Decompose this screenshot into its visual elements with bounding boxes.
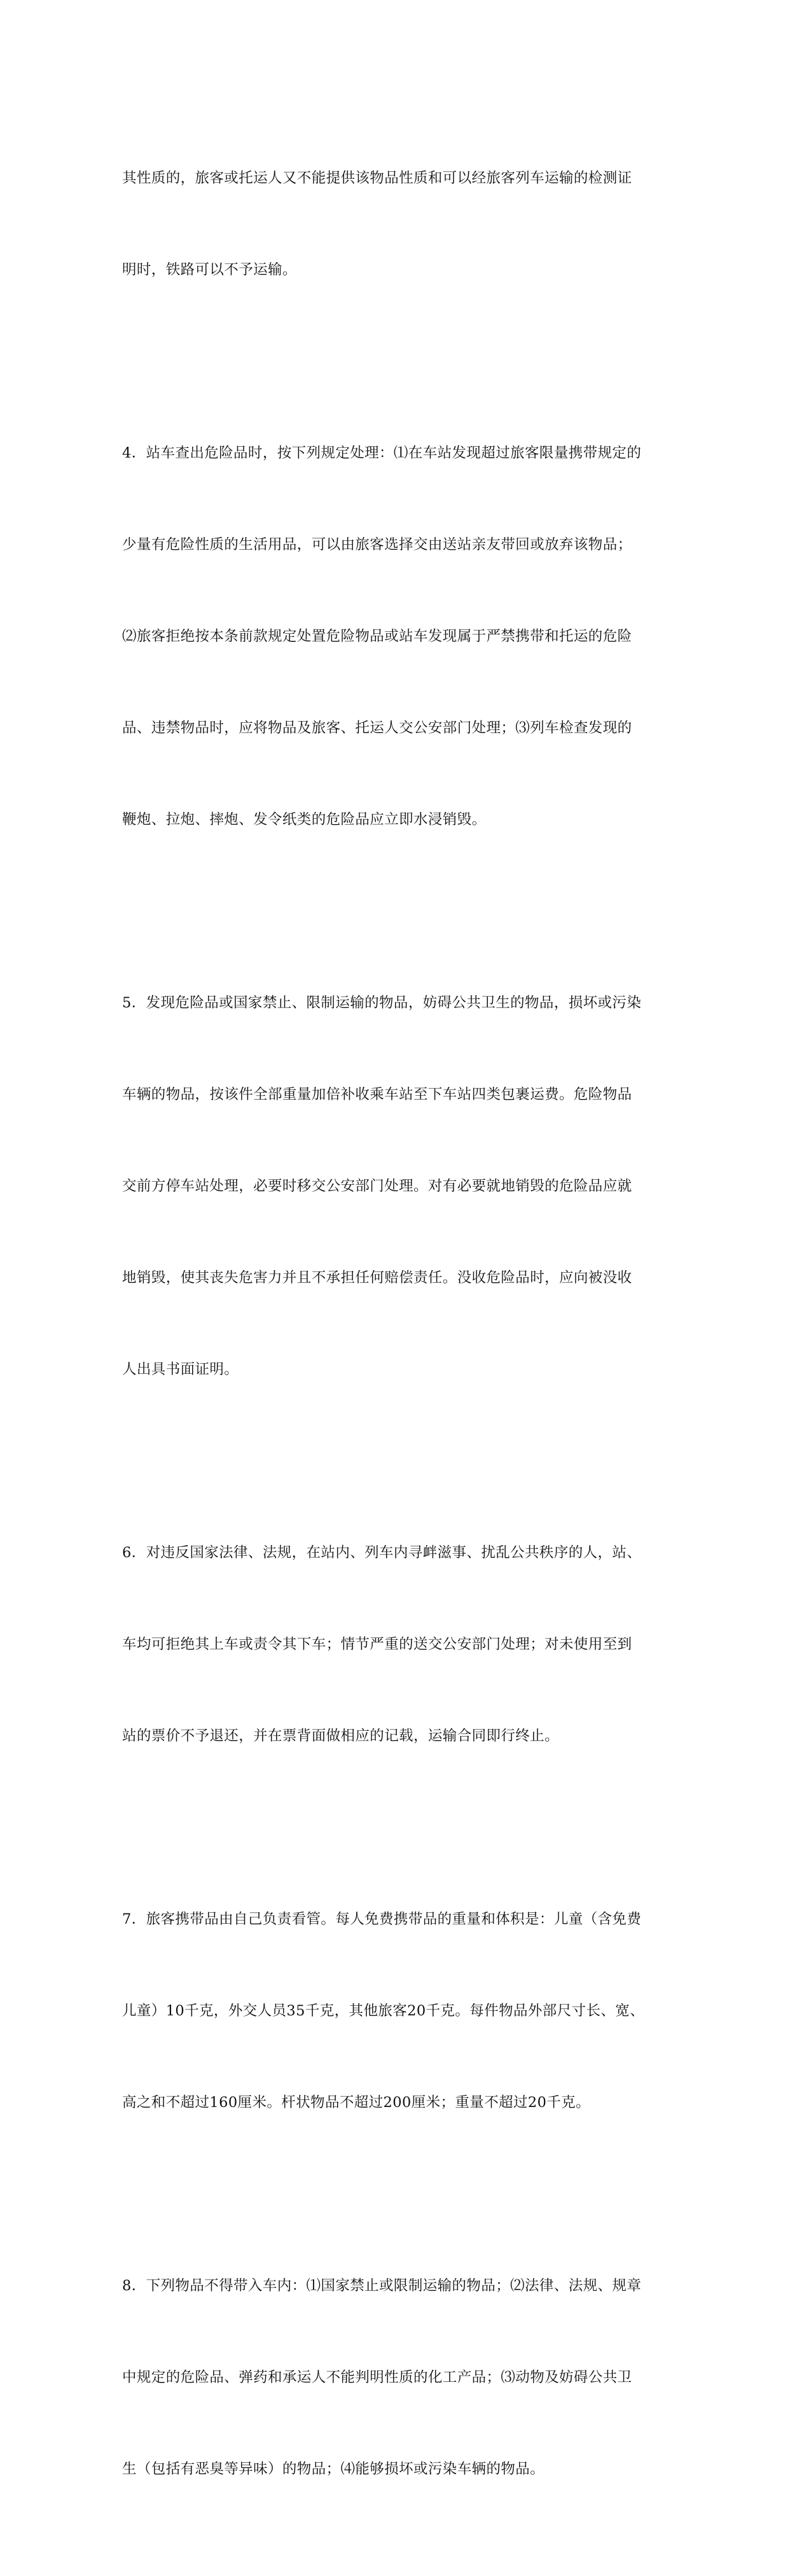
text-line: ⑵旅客拒绝按本条前款规定处置危险物品或站车发现属于严禁携带和托运的危险 [122, 628, 632, 645]
paragraph-item-6 [122, 1476, 695, 1812]
text-line: 车辆的物品，按该件全部重量加倍补收乘车站至下车站四类包裹运费。危险物品 [122, 1086, 632, 1103]
text-line: 少量有危险性质的生活用品，可以由旅客选择交由送站亲友带回或放弃该物品； [122, 536, 632, 553]
text-line: 儿童）10千克，外交人员35千克，其他旅客20千克。每件物品外部尺寸长、宽、 [122, 2003, 645, 2019]
text-line: 车均可拒绝其上车或责令其下车；情节严重的送交公安部门处理；对未使用至到 [122, 1636, 632, 1653]
text-line: 明时，铁路可以不予运输。 [122, 262, 297, 278]
text-line: 4．站车查出危险品时，按下列规定处理：⑴在车站发现超过旅客限量携带规定的 [122, 445, 642, 461]
document-body [122, 102, 695, 2576]
text-line: 站的票价不予退还，并在票背面做相应的记载，运输合同即行终止。 [122, 1728, 560, 1744]
paragraph-item-5 [122, 927, 695, 1446]
text-line: 中规定的危险品、弹药和承运人不能判明性质的化工产品；⑶动物及妨碍公共卫 [122, 2369, 632, 2386]
text-line: 高之和不超过160厘米。杆状物品不超过200厘米；重量不超过20千克。 [122, 2094, 591, 2111]
text-line: 品、违禁物品时，应将物品及旅客、托运人交公安部门处理；⑶列车检查发现的 [122, 720, 632, 736]
text-line: 生（包括有恶臭等异味）的物品；⑷能够损坏或污染车辆的物品。 [122, 2461, 545, 2477]
text-line: 6．对违反国家法律、法规，在站内、列车内寻衅滋事、扰乱公共秩序的人，站、 [122, 1544, 642, 1561]
paragraph-item-8 [122, 2209, 695, 2545]
text-line: 地销毁，使其丧失危害力并且不承担任何赔偿责任。没收危险品时，应向被没收 [122, 1270, 632, 1286]
paragraph-item-7 [122, 1843, 695, 2179]
paragraph-continuation [122, 102, 695, 346]
text-line: 5．发现危险品或国家禁止、限制运输的物品，妨碍公共卫生的物品，损坏或污染 [122, 995, 642, 1011]
text-line: 人出具书面证明。 [122, 1361, 239, 1378]
text-line: 8．下列物品不得带入车内：⑴国家禁止或限制运输的物品；⑵法律、法规、规章 [122, 2278, 642, 2294]
paragraph-item-4 [122, 377, 695, 896]
text-line: 鞭炮、拉炮、摔炮、发令纸类的危险品应立即水浸销毁。 [122, 811, 487, 828]
text-line: 其性质的，旅客或托运人又不能提供该物品性质和可以经旅客列车运输的检测证 [122, 170, 632, 186]
text-line: 交前方停车站处理，必要时移交公安部门处理。对有必要就地销毁的危险品应就 [122, 1178, 632, 1194]
text-line: 7．旅客携带品由自己负责看管。每人免费携带品的重量和体积是：儿童（含免费 [122, 1911, 642, 1928]
